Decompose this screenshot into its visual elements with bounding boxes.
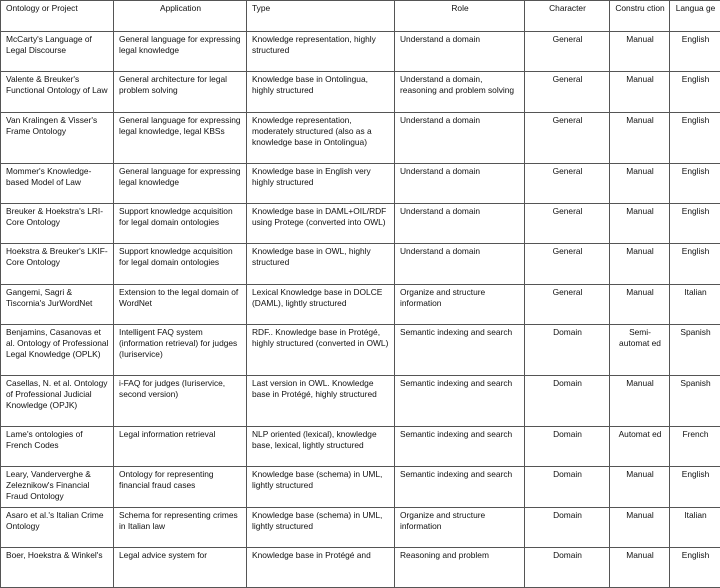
cell-language: Italian [670,285,720,325]
table-row [1,548,720,588]
cell-ontology: Mommer's Knowledge-based Model of Law [1,164,114,204]
cell-type: RDF.. Knowledge base in Protégé, highly structured (converted in OWL) [247,325,395,376]
header-row [1,1,720,32]
cell-application: Legal information retrieval [114,427,247,467]
table-row [1,244,720,285]
table-row [1,508,720,548]
cell-construction: Manual [610,72,670,113]
cell-application: Intelligent FAQ system (information retrieval) for judges (Iuriservice) [114,325,247,376]
cell-language: Spanish [670,325,720,376]
cell-construction: Manual [610,204,670,244]
cell-application: Ontology for representing financial fraud cases [114,467,247,508]
cell-language: French [670,427,720,467]
cell-ontology: Van Kralingen & Visser's Frame Ontology [1,113,114,164]
cell-application: Schema for representing crimes in Italian law [114,508,247,548]
cell-role: Understand a domain [395,113,525,164]
cell-construction: Manual [610,376,670,427]
cell-character: General [525,204,610,244]
cell-ontology: Gangemi, Sagri & Tiscornia's JurWordNet [1,285,114,325]
cell-application: i-FAQ for judges (Iuriservice, second version) [114,376,247,427]
table-row [1,427,720,467]
header-language: Langua ge [670,1,720,32]
cell-type: Knowledge representation, moderately structured (also as a knowledge base in Ontolingua) [247,113,395,164]
cell-ontology: Asaro et al.'s Italian Crime Ontology [1,508,114,548]
cell-construction: Manual [610,32,670,72]
cell-role: Semantic indexing and search [395,427,525,467]
cell-construction: Manual [610,285,670,325]
cell-construction: Manual [610,548,670,588]
cell-language: English [670,204,720,244]
table-row [1,113,720,164]
cell-character: General [525,285,610,325]
table-row [1,467,720,508]
cell-character: Domain [525,467,610,508]
cell-application: General architecture for legal problem solving [114,72,247,113]
cell-construction: Manual [610,113,670,164]
header-type: Type [247,1,395,32]
header-role: Role [395,1,525,32]
cell-character: Domain [525,508,610,548]
cell-construction: Automat ed [610,427,670,467]
cell-language: English [670,164,720,204]
cell-role: Understand a domain [395,164,525,204]
cell-application: Legal advice system for [114,548,247,588]
cell-ontology: Lame's ontologies of French Codes [1,427,114,467]
cell-role: Organize and structure information [395,508,525,548]
header-construction: Constru ction [610,1,670,32]
cell-character: General [525,113,610,164]
cell-type: Knowledge base in English very highly structured [247,164,395,204]
cell-ontology: McCarty's Language of Legal Discourse [1,32,114,72]
cell-ontology: Breuker & Hoekstra's LRI-Core Ontology [1,204,114,244]
cell-construction: Manual [610,467,670,508]
cell-role: Semantic indexing and search [395,467,525,508]
cell-character: Domain [525,427,610,467]
cell-role: Semantic indexing and search [395,325,525,376]
cell-role: Understand a domain, reasoning and problem solving [395,72,525,113]
cell-application: General language for expressing legal knowledge [114,32,247,72]
table-row [1,32,720,72]
cell-ontology: Valente & Breuker's Functional Ontology of Law [1,72,114,113]
cell-type: Knowledge base in Protégé and [247,548,395,588]
cell-character: General [525,164,610,204]
cell-language: English [670,113,720,164]
cell-role: Organize and structure information [395,285,525,325]
cell-language: English [670,467,720,508]
cell-language: Spanish [670,376,720,427]
cell-language: English [670,32,720,72]
cell-type: Knowledge base (schema) in UML, lightly structured [247,508,395,548]
table-row [1,285,720,325]
cell-ontology: Hoekstra & Breuker's LKIF-Core Ontology [1,244,114,285]
cell-role: Understand a domain [395,204,525,244]
cell-role: Semantic indexing and search [395,376,525,427]
table-row [1,204,720,244]
table-row [1,325,720,376]
table-row [1,376,720,427]
table-row [1,164,720,204]
header-application: Application [114,1,247,32]
cell-character: General [525,72,610,113]
cell-ontology: Leary, Vanderverghe & Zeleznikow's Financial Fraud Ontology [1,467,114,508]
cell-application: Support knowledge acquisition for legal domain ontologies [114,244,247,285]
cell-type: Lexical Knowledge base in DOLCE (DAML), lightly structured [247,285,395,325]
cell-ontology: Casellas, N. et al. Ontology of Professional Judicial Knowledge (OPJK) [1,376,114,427]
cell-application: General language for expressing legal knowledge, legal KBSs [114,113,247,164]
cell-type: Knowledge base in Ontolingua, highly structured [247,72,395,113]
cell-language: English [670,72,720,113]
table-row [1,72,720,113]
cell-language: Italian [670,508,720,548]
cell-type: Last version in OWL. Knowledge base in Protégé, highly structured [247,376,395,427]
cell-character: General [525,244,610,285]
cell-type: Knowledge representation, highly structured [247,32,395,72]
cell-role: Understand a domain [395,32,525,72]
cell-type: Knowledge base in OWL, highly structured [247,244,395,285]
header-ontology: Ontology or Project [1,1,114,32]
cell-character: Domain [525,325,610,376]
cell-construction: Manual [610,508,670,548]
header-character: Character [525,1,610,32]
cell-language: English [670,244,720,285]
cell-construction: Semi-automat ed [610,325,670,376]
cell-language: English [670,548,720,588]
cell-application: Support knowledge acquisition for legal domain ontologies [114,204,247,244]
cell-character: Domain [525,548,610,588]
cell-character: General [525,32,610,72]
cell-type: Knowledge base (schema) in UML, lightly structured [247,467,395,508]
cell-ontology: Benjamins, Casanovas et al. Ontology of Professional Legal Knowledge (OPLK) [1,325,114,376]
cell-application: General language for expressing legal knowledge [114,164,247,204]
cell-role: Reasoning and problem [395,548,525,588]
cell-type: Knowledge base in DAML+OIL/RDF using Protege (converted into OWL) [247,204,395,244]
cell-application: Extension to the legal domain of WordNet [114,285,247,325]
cell-ontology: Boer, Hoekstra & Winkel's [1,548,114,588]
cell-type: NLP oriented (lexical), knowledge base, lexical, lightly structured [247,427,395,467]
cell-character: Domain [525,376,610,427]
cell-role: Understand a domain [395,244,525,285]
cell-construction: Manual [610,244,670,285]
cell-construction: Manual [610,164,670,204]
